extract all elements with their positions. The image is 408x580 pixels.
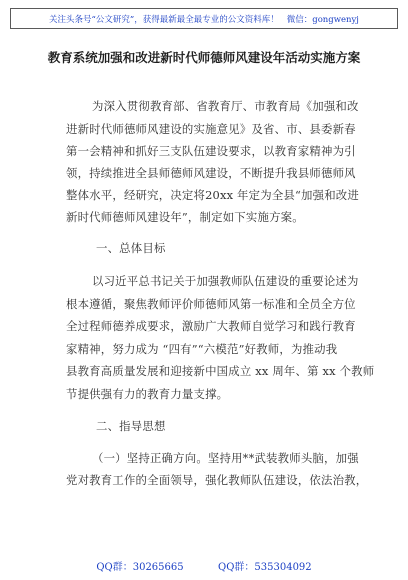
banner-wechat: 微信：gongwenyj — [286, 14, 359, 25]
section-heading: 一、总体目标 — [96, 241, 166, 255]
body-line: 为深入贯彻教育部、省教育厅、市教育局《加强和改 — [92, 99, 359, 113]
body-line: 领，持续推进全县师德师风建设，不断提升我县师德师风 — [66, 166, 356, 180]
body-line: 以习近平总书记关于加强教师队伍建设的重要论述为 — [92, 274, 359, 288]
qq-footer — [0, 558, 408, 573]
body-line: 进新时代师德师风建设的实施意见》及省、市、县委新春 — [66, 122, 356, 136]
qq-group-2: QQ群：535304092 — [218, 562, 312, 573]
body-line: 党对教育工作的全面领导，强化教师队伍建设，依法治教， — [66, 473, 368, 487]
body-line: （一）坚持正确方向。坚持用**武装教师头脑，加强 — [92, 451, 359, 465]
qq-group-1: QQ群：30265665 — [96, 562, 184, 573]
body-line: 新时代师德师风建设年”，制定如下实施方案。 — [66, 210, 304, 224]
body-line: 整体水平，经研究，决定将20xx 年定为全县“加强和改进 — [66, 188, 359, 202]
body-line: 第一会精神和抓好三支队伍建设要求，以教育家精神为引 — [66, 144, 356, 158]
promo-banner — [10, 8, 398, 29]
body-line: 根本遵循，聚焦教师评价师德师风第一标准和全员全方位 — [66, 297, 356, 311]
section-heading: 二、指导思想 — [96, 419, 166, 433]
banner-text: 关注头条号“公文研究”，获得最新最全最专业的公文资料库！ — [49, 14, 279, 25]
body-line: 节提供强有力的教育力量支撑。 — [66, 387, 229, 401]
body-line: 家精神，努力成为 “四有”“六模范”好教师，为推动我 — [66, 342, 338, 356]
document-title: 教育系统加强和改进新时代师德师风建设年活动实施方案 — [47, 50, 361, 65]
body-line: 全过程师德养成要求，激励广大教师自觉学习和践行教育 — [66, 319, 356, 333]
body-line: 县教育高质量发展和迎接新中国成立 xx 周年、第 xx 个教师 — [66, 364, 375, 378]
